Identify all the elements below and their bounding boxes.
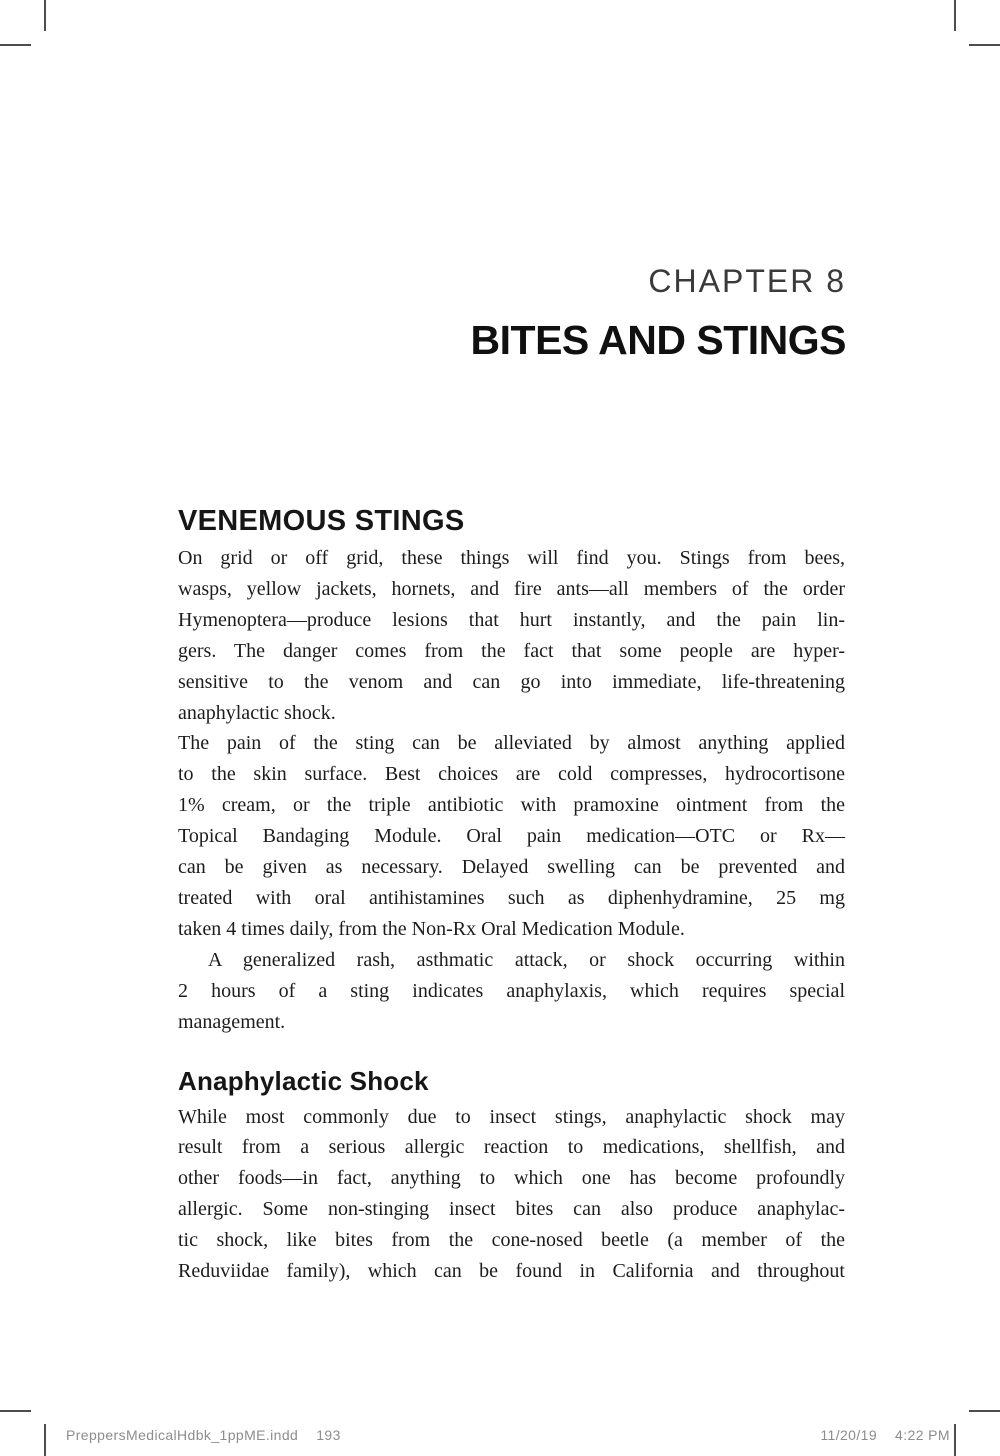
text-line: tic shock, like bites from the cone-nosed beetle (a member of the [178,1229,845,1252]
crop-mark-bottom-right-horizontal [969,1410,1000,1412]
crop-mark-top-left-vertical [44,0,46,31]
text-line: management. [178,1010,286,1033]
text-line: The pain of the sting can be alleviated by almost anything applied [178,732,845,755]
print-timestamp [820,1427,950,1443]
text-line: to the skin surface. Best choices are cold compresses, hydrocortisone [178,763,845,786]
page-number: 193 [316,1427,341,1443]
text-line: While most commonly due to insect stings, anaphylactic shock may [178,1105,845,1128]
crop-mark-top-right-vertical [954,0,956,31]
crop-mark-bottom-left-vertical [44,1424,46,1456]
section-venemous-stings [178,506,845,1038]
section-anaphylactic-shock [178,1067,845,1287]
paragraph [178,728,845,944]
print-slug [66,1427,341,1443]
text-line: 1% cream, or the triple antibiotic with pramoxine ointment from the [178,794,845,817]
paragraph [178,543,845,728]
crop-mark-bottom-right-vertical [954,1424,956,1456]
text-line: Topical Bandaging Module. Oral pain medication—OTC or Rx— [178,825,845,848]
crop-mark-top-left-horizontal [0,44,31,46]
text-line: Hymenoptera—produce lesions that hurt instantly, and the pain lin- [178,608,845,631]
text-line: 2 hours of a sting indicates anaphylaxis, which requires special [178,979,845,1002]
text-line: can be given as necessary. Delayed swelling can be prevented and [178,856,845,879]
text-line: taken 4 times daily, from the Non-Rx Oral Medication Module. [178,917,685,940]
text-line: A generalized rash, asthmatic attack, or shock occurring within [208,948,845,971]
text-line: wasps, yellow jackets, hornets, and fire ants—all members of the order [178,577,845,600]
print-date: 11/20/19 [820,1427,878,1443]
chapter-title: BITES AND STINGS [470,317,846,363]
crop-mark-top-right-horizontal [969,44,1000,46]
file-name: PreppersMedicalHdbk_1ppME.indd [66,1427,299,1443]
section-heading: VENEMOUS STINGS [178,505,465,537]
text-line: treated with oral antihistamines such as diphenhydramine, 25 mg [178,886,845,909]
section-body [178,543,845,1038]
crop-mark-bottom-left-horizontal [0,1410,31,1412]
text-column [178,506,845,1287]
text-line: sensitive to the venom and can go into immediate, life-threatening [178,670,845,693]
text-line: gers. The danger comes from the fact that some people are hyper- [178,639,845,662]
text-line: result from a serious allergic reaction to medications, shellfish, and [178,1136,845,1159]
text-line: anaphylactic shock. [178,701,336,724]
section-body [178,1102,845,1287]
text-line: other foods—in fact, anything to which one has become profoundly [178,1167,845,1190]
subsection-heading: Anaphylactic Shock [178,1065,429,1096]
text-line: allergic. Some non-stinging insect bites can also produce anaphylac- [178,1198,845,1221]
paragraph [178,945,845,1038]
text-line: Reduviidae family), which can be found in California and throughout [178,1260,845,1283]
paragraph [178,1102,845,1287]
chapter-heading-block [471,264,846,361]
print-time: 4:22 PM [895,1427,950,1443]
chapter-label: CHAPTER 8 [648,263,846,299]
text-line: On grid or off grid, these things will find you. Stings from bees, [178,547,845,569]
